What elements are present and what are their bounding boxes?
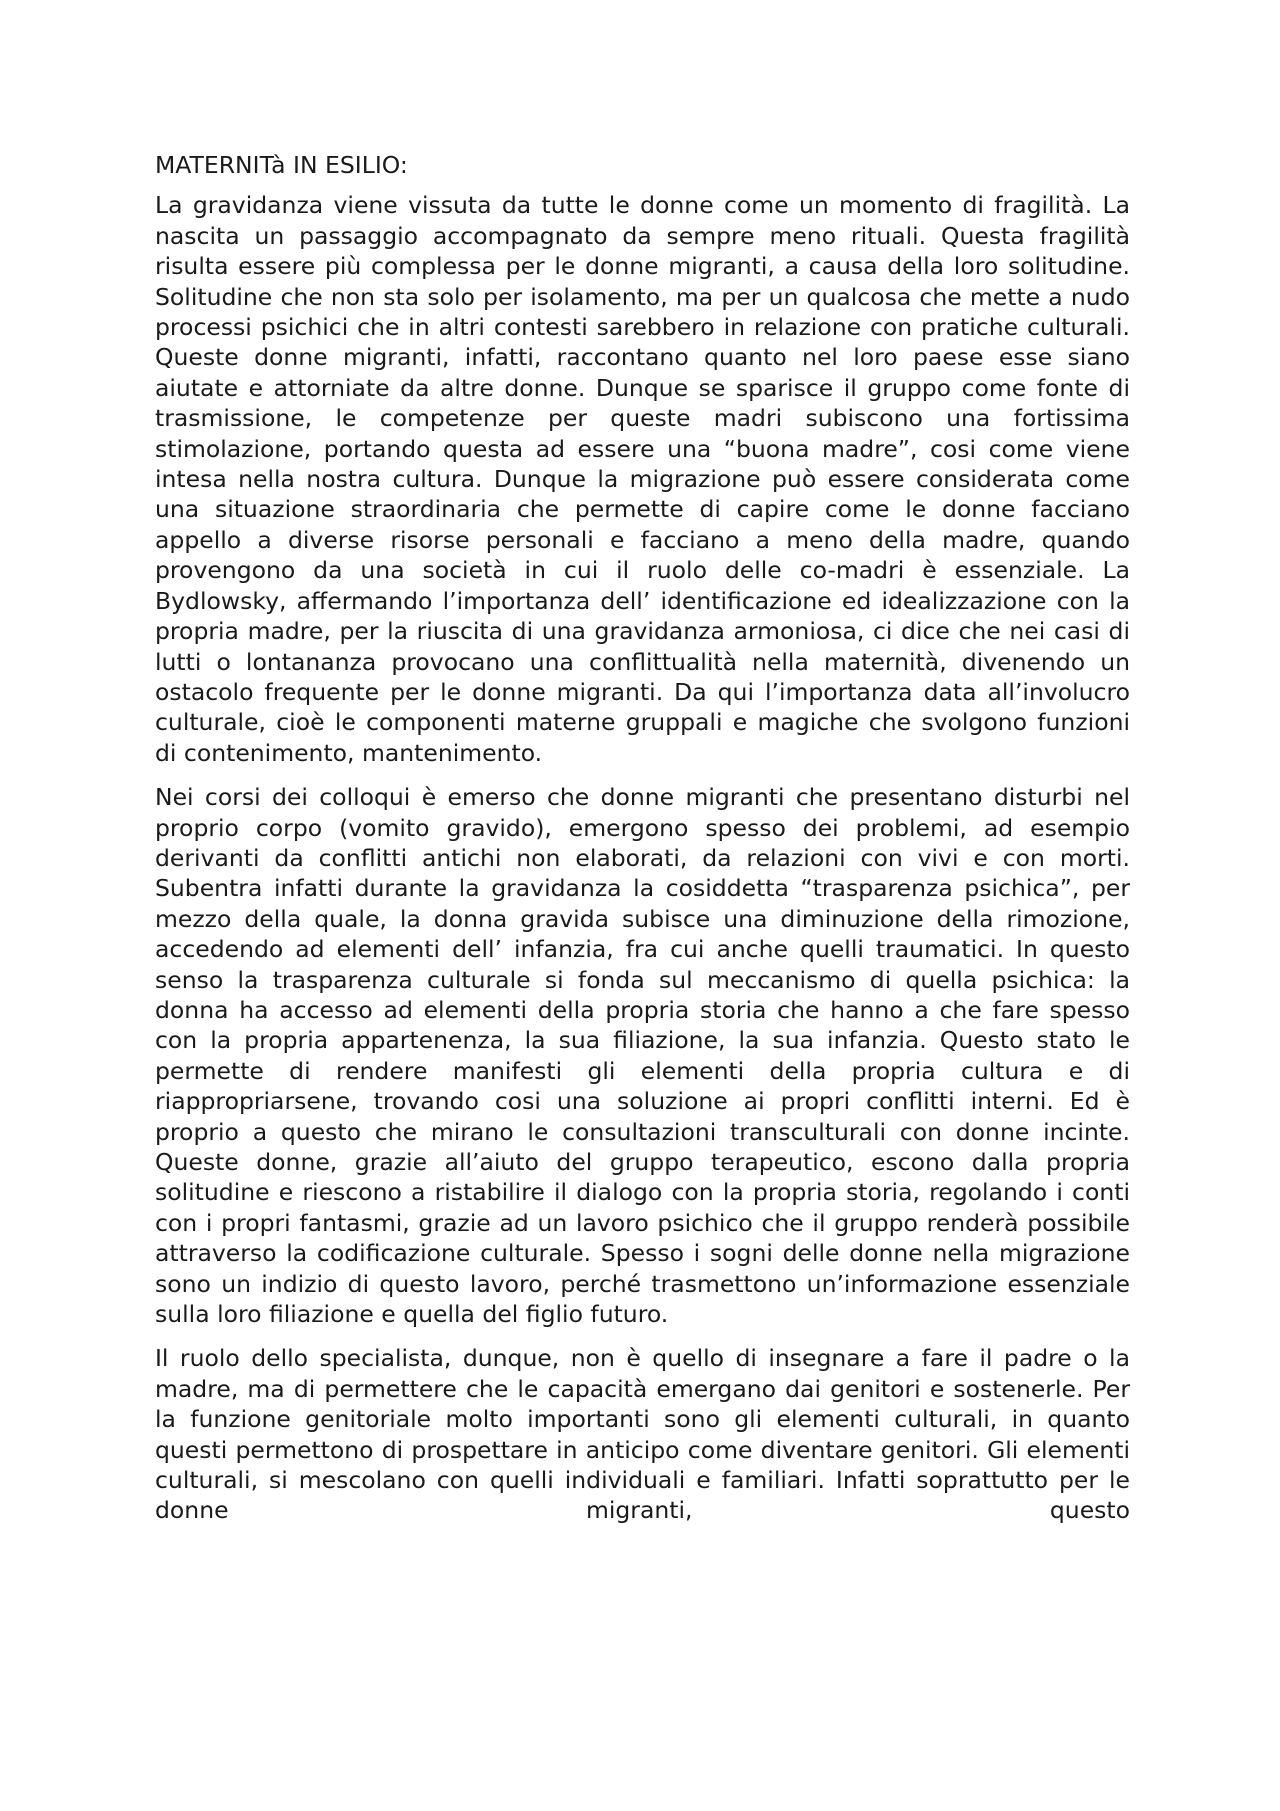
document-page <box>155 150 1130 1540</box>
paragraph-3: Il ruolo dello specialista, dunque, non è quello di insegnare a fare il padre o la madre, ma di permettere che le capacità emergano dai genitori e sostenerle. Per la funzione genitoriale molto importanti sono gli elementi culturali, in quanto questi permettono di prospettare in anticipo come diventare genitori. Gli elementi culturali, si mescolano con quelli individuali e familiari. Infatti soprattutto per le donne migranti, questo <box>155 1344 1130 1525</box>
paragraph-1: La gravidanza viene vissuta da tutte le donne come un momento di fragilità. La nascita un passaggio accompagnato da sempre meno rituali. Questa fragilità risulta essere più complessa per le donne migranti, a causa della loro solitudine. Solitudine che non sta solo per isolamento, ma per un qualcosa che mette a nudo processi psichici che in altri contesti sarebbero in relazione con pratiche culturali. Queste donne migranti, infatti, raccontano quanto nel loro paese esse siano aiutate e attorniate da altre donne. Dunque se sparisce il gruppo come fonte di trasmissione, le competenze per queste madri subiscono una fortissima stimolazione, portando questa ad essere una “buona madre”, cosi come viene intesa nella nostra cultura. Dunque la migrazione può essere considerata come una situazione straordinaria che permette di capire come le donne facciano appello a diverse risorse personali e facciano a meno della madre, quando provengono da una società in cui il ruolo delle co-madri è essenziale. La Bydlowsky, affermando l’importanza dell’ identificazione ed idealizzazione con la propria madre, per la riuscita di una gravidanza armoniosa, ci dice che nei casi di lutti o lontananza provocano una conflittualità nella maternità, divenendo un ostacolo frequente per le donne migranti. Da qui l’importanza data all’involucro culturale, cioè le componenti materne gruppali e magiche che svolgono funzioni di contenimento, mantenimento. <box>155 191 1130 767</box>
document-title: MATERNITà IN ESILIO: <box>155 151 408 179</box>
paragraph-2: Nei corsi dei colloqui è emerso che donne migranti che presentano disturbi nel proprio corpo (vomito gravido), emergono spesso dei problemi, ad esempio derivanti da conflitti antichi non elaborati, da relazioni con vivi e con morti. Subentra infatti durante la gravidanza la cosiddetta “trasparenza psichica”, per mezzo della quale, la donna gravida subisce una diminuzione della rimozione, accedendo ad elementi dell’ infanzia, fra cui anche quelli traumatici. In questo senso la trasparenza culturale si fonda sul meccanismo di quella psichica: la donna ha accesso ad elementi della propria storia che hanno a che fare spesso con la propria appartenenza, la sua filiazione, la sua infanzia. Questo stato le permette di rendere manifesti gli elementi della propria cultura e di riappropriarsene, trovando cosi una soluzione ai propri conflitti interni. Ed è proprio a questo che mirano le consultazioni transculturali con donne incinte. Queste donne, grazie all’aiuto del gruppo terapeutico, escono dalla propria solitudine e riescono a ristabilire il dialogo con la propria storia, regolando i conti con i propri fantasmi, grazie ad un lavoro psichico che il gruppo renderà possibile attraverso la codificazione culturale. Spesso i sogni delle donne nella migrazione sono un indizio di questo lavoro, perché trasmettono un’informazione essenziale sulla loro filiazione e quella del figlio futuro. <box>155 783 1130 1329</box>
